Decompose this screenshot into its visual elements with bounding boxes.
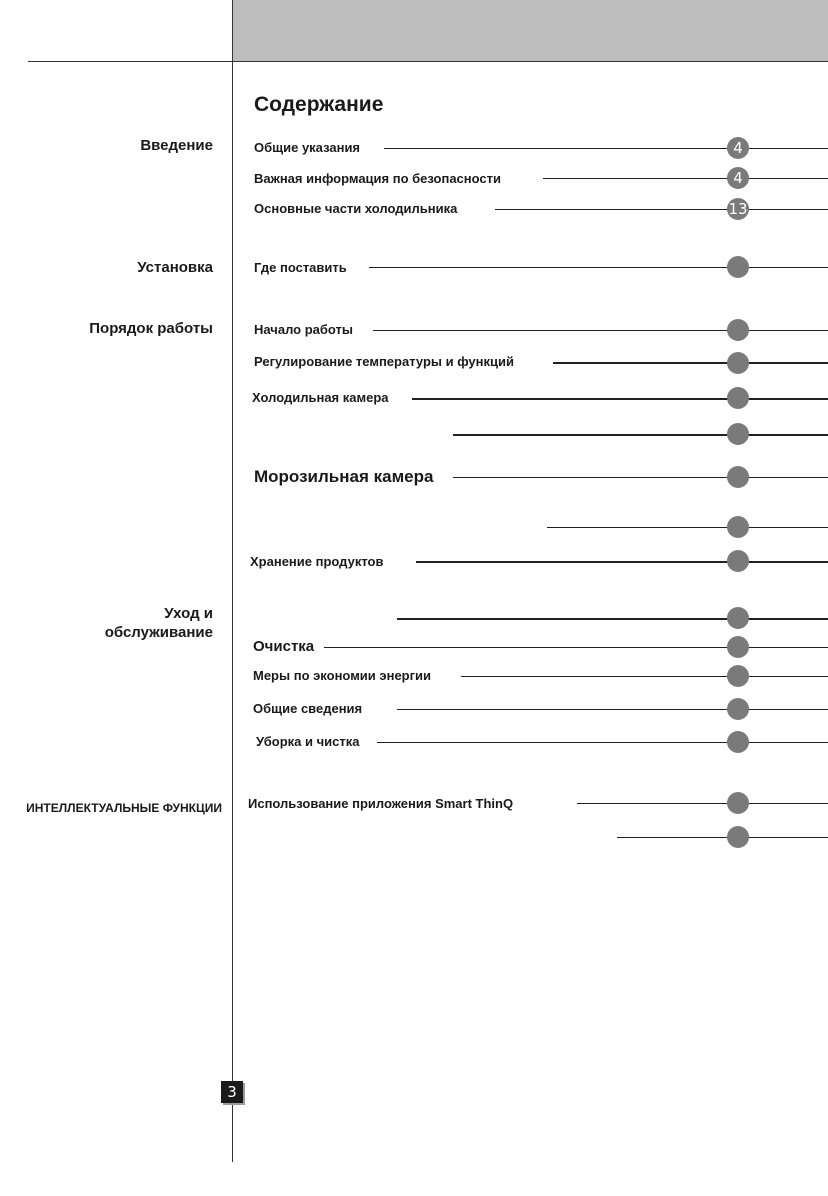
toc-leader-line xyxy=(577,803,828,804)
page-badge[interactable] xyxy=(727,352,749,374)
page-badge[interactable] xyxy=(727,466,749,488)
page-badge[interactable] xyxy=(727,516,749,538)
toc-leader-line xyxy=(369,267,828,268)
toc-leader-line xyxy=(397,709,828,710)
toc-leader-line xyxy=(547,527,828,528)
page-badge[interactable] xyxy=(727,731,749,753)
toc-entry-label[interactable]: Холодильная камера xyxy=(252,390,389,405)
page-badge[interactable] xyxy=(727,636,749,658)
toc-leader-line xyxy=(384,148,828,149)
toc-leader-line xyxy=(461,676,828,677)
page-badge[interactable] xyxy=(727,387,749,409)
section-operation: Порядок работы xyxy=(89,320,213,337)
toc-entry-label[interactable]: Основные части холодильника xyxy=(254,201,458,216)
toc-entry-label[interactable]: Морозильная камера xyxy=(254,467,434,486)
section-smart: ИНТЕЛЛЕКТУАЛЬНЫЕ ФУНКЦИИ xyxy=(26,801,222,815)
toc-entry-label[interactable]: Где поставить xyxy=(254,260,347,275)
page-badge[interactable] xyxy=(727,665,749,687)
toc-leader-line xyxy=(377,742,828,743)
toc-entry-label[interactable]: Начало работы xyxy=(254,322,353,337)
section-install: Установка xyxy=(137,259,213,276)
page-badge[interactable]: 4 xyxy=(727,137,749,159)
page-badge[interactable] xyxy=(727,607,749,629)
toc-leader-line xyxy=(453,434,828,436)
toc-leader-line xyxy=(495,209,828,210)
toc-leader-line xyxy=(324,647,828,648)
toc-entry-label[interactable]: Использование приложения Smart ThinQ xyxy=(248,796,514,811)
toc-entry-label[interactable]: Общие сведения xyxy=(253,701,363,716)
page-title: Содержание xyxy=(254,93,384,116)
page-number: 3 xyxy=(221,1081,243,1103)
page-badge[interactable] xyxy=(727,550,749,572)
toc-leader-line xyxy=(397,618,828,620)
header-band xyxy=(233,0,828,61)
toc-entry-label[interactable]: Очистка xyxy=(253,638,315,655)
page-badge[interactable] xyxy=(727,319,749,341)
section-care-line1: Уход и xyxy=(164,605,213,622)
toc-leader-line xyxy=(617,837,828,838)
toc-leader-line xyxy=(553,362,828,364)
page-badge[interactable]: 4 xyxy=(727,167,749,189)
page-badge[interactable] xyxy=(727,826,749,848)
toc-leader-line xyxy=(412,398,828,400)
page-badge[interactable] xyxy=(727,792,749,814)
page-badge[interactable] xyxy=(727,256,749,278)
page-badge[interactable] xyxy=(727,423,749,445)
page-badge[interactable] xyxy=(727,698,749,720)
toc-leader-line xyxy=(543,178,828,179)
section-care-line2: обслуживание xyxy=(104,624,213,641)
toc-leader-line xyxy=(373,330,828,331)
section-intro: Введение xyxy=(140,137,213,154)
toc-entry-label[interactable]: Регулирование температуры и функций xyxy=(254,354,514,369)
toc-entry-label[interactable]: Меры по экономии энергии xyxy=(253,668,432,683)
toc-leader-line xyxy=(416,561,828,563)
toc-leader-line xyxy=(453,477,828,478)
header-divider xyxy=(28,61,828,62)
vertical-divider xyxy=(232,0,233,1162)
toc-entry-label[interactable]: Уборка и чистка xyxy=(256,734,360,749)
toc-entry-label[interactable]: Важная информация по безопасности xyxy=(254,171,501,186)
page-badge[interactable]: 13 xyxy=(728,200,748,218)
toc-entry-label[interactable]: Общие указания xyxy=(254,140,361,155)
toc-entry-label[interactable]: Хранение продуктов xyxy=(250,554,384,569)
